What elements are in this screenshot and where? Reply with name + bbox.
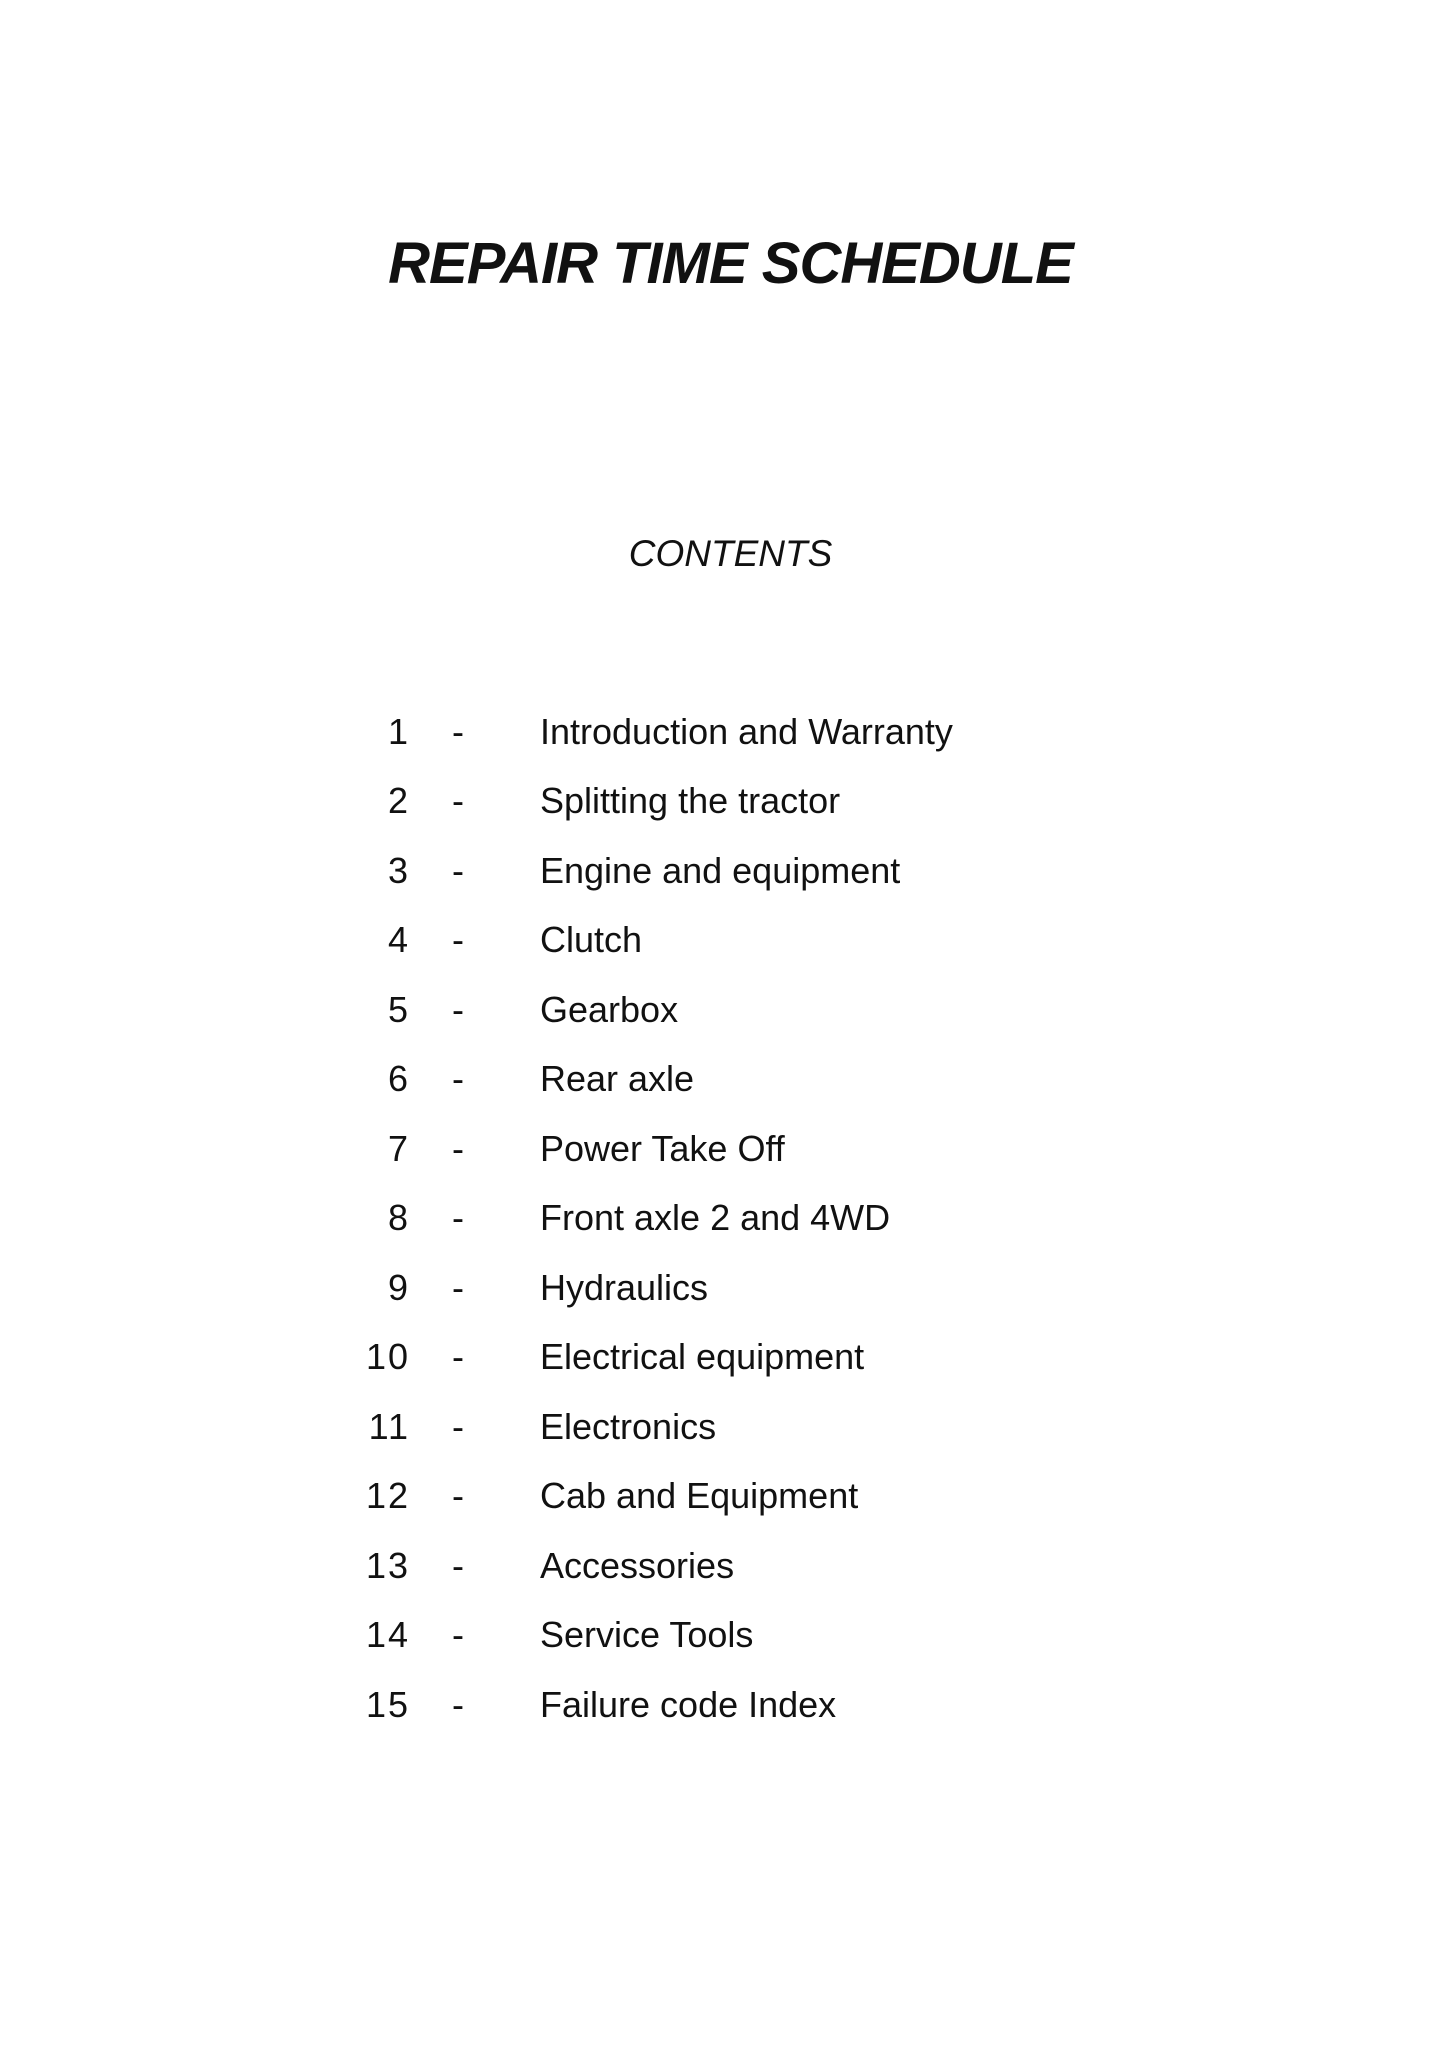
toc-item-number: 2 [387,780,410,822]
toc-item-separator: - [452,919,464,961]
toc-item-separator: - [452,1683,464,1725]
toc-item-separator: - [452,1058,464,1100]
toc-item [340,1462,1140,1532]
toc-item [340,975,1140,1045]
contents-heading: CONTENTS [628,533,833,574]
toc-item [340,836,1140,906]
toc-item-label: Hydraulics [540,1266,709,1308]
toc-item [340,1114,1140,1184]
toc-item [340,1323,1140,1393]
toc-item-separator: - [452,1544,464,1586]
toc-item-number: 11 [368,1405,410,1447]
toc-item-separator: - [452,1127,464,1169]
toc-item-label: Clutch [540,919,643,961]
toc-item-separator: - [452,1266,464,1308]
toc-item-number: 14 [365,1614,410,1656]
toc-item-label: Accessories [540,1544,735,1586]
toc-item [340,1392,1140,1462]
toc-item-label: Electronics [540,1405,717,1447]
table-of-contents [340,697,1140,1740]
toc-item-number: 7 [387,1127,410,1169]
toc-item-number: 4 [387,919,410,961]
toc-item-label: Cab and Equipment [540,1475,859,1517]
toc-item-label: Splitting the tractor [540,780,841,822]
toc-item-number: 5 [387,988,410,1030]
toc-item [340,767,1140,837]
toc-item [340,1253,1140,1323]
toc-item-number: 6 [387,1058,410,1100]
toc-item [340,1184,1140,1254]
toc-item [340,1601,1140,1671]
toc-item-number: 13 [365,1544,410,1586]
toc-item [340,1045,1140,1115]
toc-item-label: Front axle 2 and 4WD [540,1197,891,1239]
toc-item [340,906,1140,976]
toc-item-number: 1 [387,710,410,752]
toc-item-number: 10 [365,1336,410,1378]
toc-item-number: 15 [365,1683,410,1725]
toc-item-number: 12 [365,1475,410,1517]
toc-item-separator: - [452,849,464,891]
toc-item-separator: - [452,1614,464,1656]
toc-item [340,1531,1140,1601]
toc-item-number: 3 [387,849,410,891]
toc-item-separator: - [452,1475,464,1517]
toc-item [340,697,1140,767]
toc-item-label: Electrical equipment [540,1336,865,1378]
toc-item-label: Introduction and Warranty [540,710,953,752]
toc-item-number: 9 [387,1266,410,1308]
toc-item-label: Service Tools [540,1614,754,1656]
toc-item-number: 8 [387,1197,410,1239]
toc-item [340,1670,1140,1740]
toc-item-label: Rear axle [540,1058,695,1100]
toc-item-separator: - [452,1405,464,1447]
toc-item-separator: - [452,710,464,752]
toc-item-separator: - [452,988,464,1030]
toc-item-label: Failure code Index [540,1683,837,1725]
toc-item-separator: - [452,1197,464,1239]
toc-item-label: Power Take Off [540,1127,785,1169]
toc-item-separator: - [452,1336,464,1378]
toc-item-separator: - [452,780,464,822]
toc-item-label: Gearbox [540,988,679,1030]
toc-item-label: Engine and equipment [540,849,901,891]
page-title: REPAIR TIME SCHEDULE [388,231,1073,296]
